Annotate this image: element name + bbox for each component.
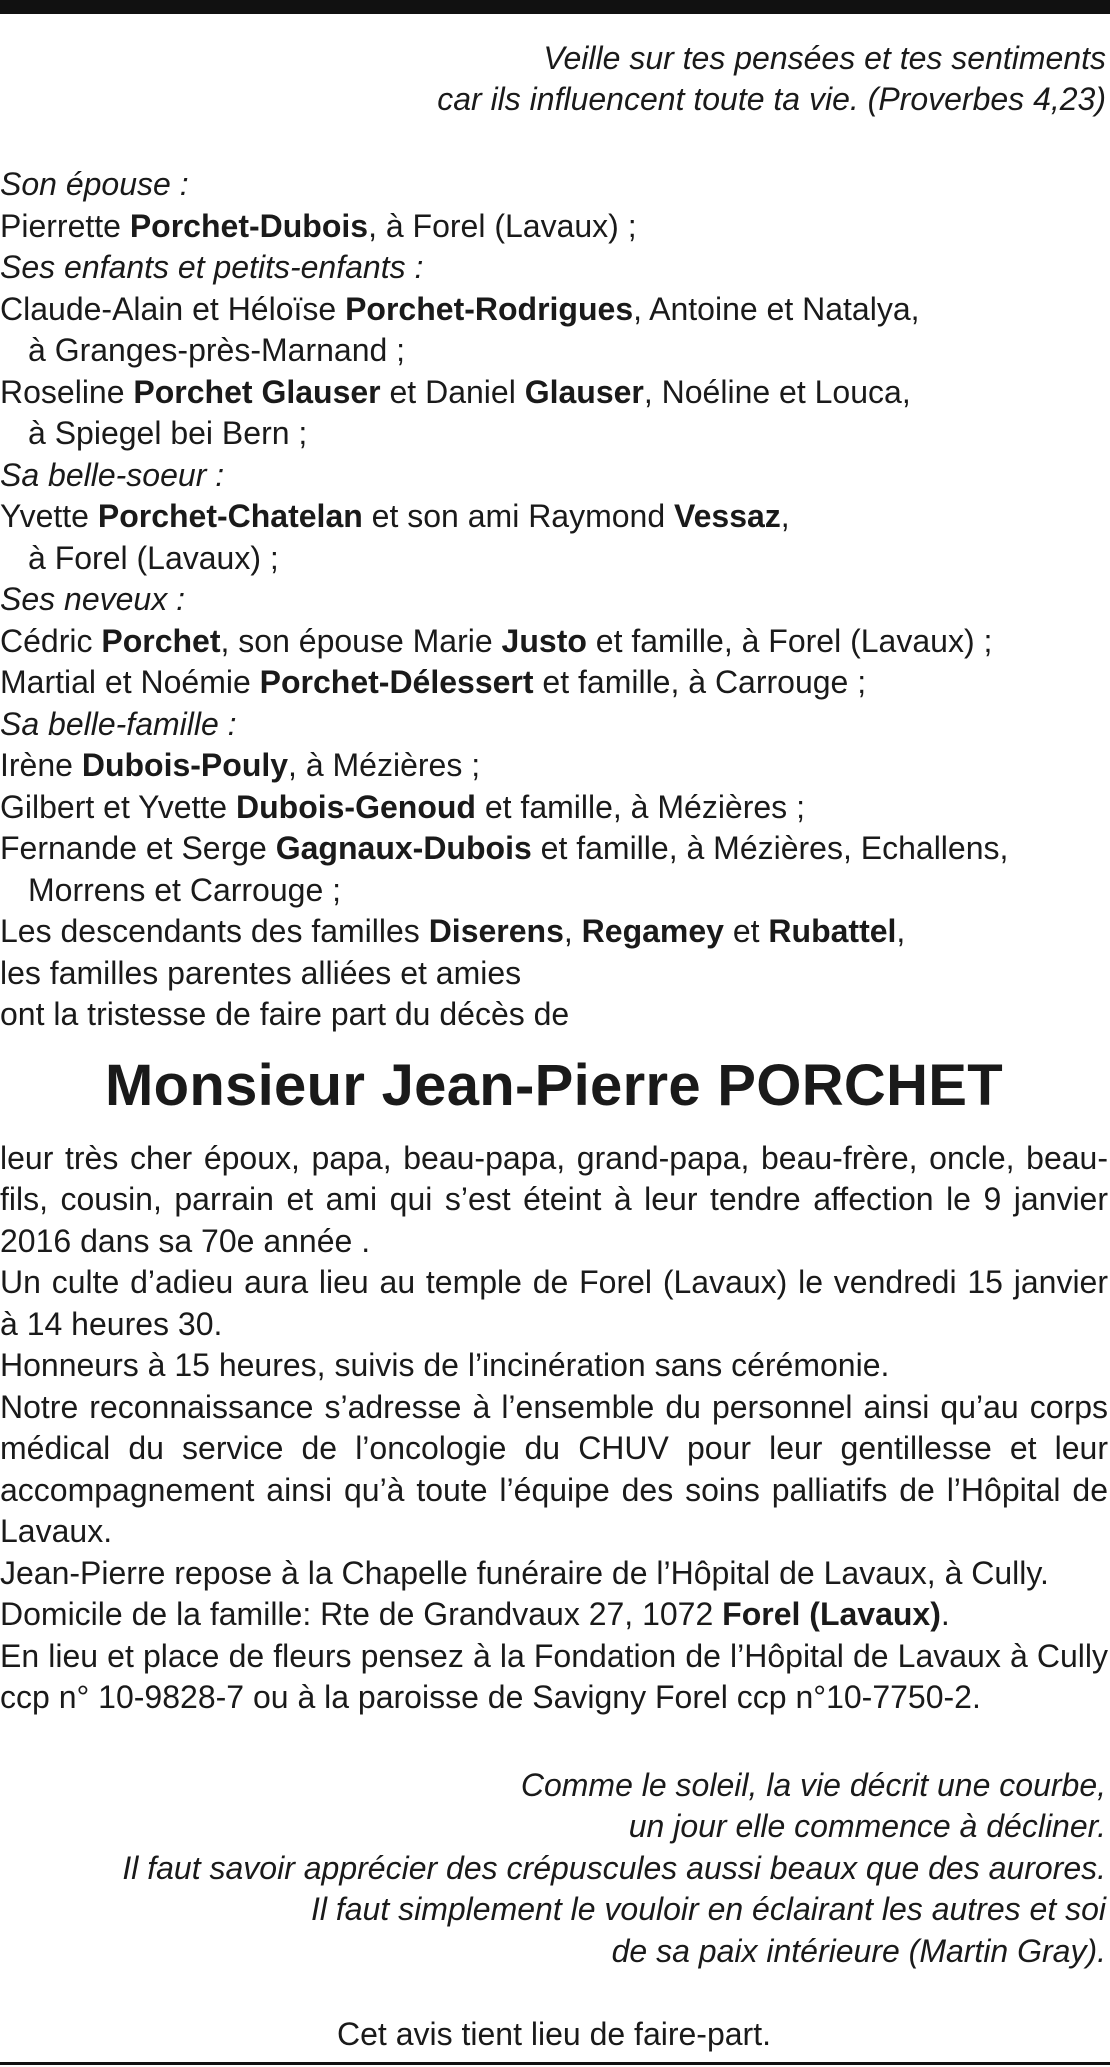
family-list — [0, 164, 1108, 1036]
body-paragraph: Un culte d’adieu aura lieu au temple de Forel (Lavaux) le vendredi 15 janvier à 14 heures 30. — [0, 1264, 1108, 1342]
entry-place: à Forel (Lavaux) ; — [28, 539, 279, 576]
sister-in-law-entry — [0, 496, 1108, 538]
footer-note: Cet avis tient lieu de faire-part. — [337, 2016, 771, 2052]
child-entry — [0, 372, 1108, 414]
entry-text: , à Mézières ; — [288, 747, 481, 783]
entry-text: , — [896, 913, 906, 949]
family-name: Regamey — [581, 913, 724, 949]
family-name: Porchet-Délessert — [259, 664, 534, 700]
entry-text: , Antoine et Natalya, — [633, 290, 920, 327]
entry-text: , Noéline et Louca, — [643, 373, 911, 410]
closing-line: ont la tristesse de faire part du décès de — [0, 996, 570, 1032]
family-name: Dubois-Genoud — [235, 788, 476, 825]
body-paragraph: En lieu et place de fleurs pensez à la Fondation de l’Hôpital de Lavaux à Cully ccp n° 10-9828-7 ou à la paroisse de Savigny Forel ccp n°10-7750-2. — [0, 1637, 1108, 1715]
body-paragraph: Jean-Pierre repose à la Chapelle funéraire de l’Hôpital de Lavaux, à Cully. — [0, 1554, 1049, 1591]
in-law-entry — [0, 787, 1108, 829]
body-paragraph: Honneurs à 15 heures, suivis de l’incinération sans cérémonie. — [0, 1347, 890, 1383]
body-paragraph: leur très cher époux, papa, beau-papa, grand-papa, beau-frère, oncle, beau-fils, cousin, parrain et ami qui s’est éteint à leur tendre affection le 9 janvier 2016 dans sa 70e année . — [0, 1139, 1108, 1259]
entry-text: et famille, à Forel (Lavaux) ; — [586, 622, 993, 659]
entry-text: et Daniel — [380, 373, 525, 410]
family-name: Justo — [501, 622, 587, 659]
entry-text: Yvette — [0, 498, 98, 534]
family-name: Porchet-Chatelan — [97, 498, 363, 534]
quote-line: de sa paix intérieure (Martin Gray). — [611, 1932, 1106, 1969]
entry-text: , — [563, 913, 582, 949]
entry-text: Fernande et Serge — [0, 830, 276, 866]
children-heading: Ses enfants et petits-enfants : — [0, 249, 424, 285]
body-paragraph: Notre reconnaissance s’adresse à l’ensemble du personnel ainsi qu’au corps médical du service de l’oncologie du CHUV pour leur gentillesse et leur accompagnement ainsi qu’à toute l’équipe des soins palliatifs de l’Hôpital de Lavaux. — [0, 1388, 1108, 1549]
family-name: Glauser — [524, 373, 644, 410]
closing-line: les familles parentes alliées et amies — [0, 954, 522, 991]
quote-line: Il faut simplement le vouloir en éclairant les autres et soi — [310, 1891, 1106, 1927]
child-entry — [0, 289, 1108, 331]
family-name: Rubattel — [768, 913, 897, 949]
entry-text: , — [780, 498, 790, 534]
spouse-entry — [0, 206, 1108, 248]
family-name: Porchet Glauser — [133, 373, 381, 410]
descendants-entry — [0, 911, 1108, 953]
entry-text: et famille, à Mézières ; — [475, 788, 805, 825]
in-law-entry — [0, 745, 1108, 787]
notice-body — [0, 1138, 1108, 1719]
entry-text: Roseline — [0, 373, 134, 410]
nephew-entry — [0, 662, 1108, 704]
entry-text: et famille, à Carrouge ; — [533, 664, 867, 700]
epigraph — [0, 38, 1108, 120]
family-name: Porchet-Rodrigues — [345, 290, 634, 327]
entry-text: , son épouse Marie — [220, 622, 502, 659]
entry-text: . — [940, 1596, 950, 1632]
entry-text: , à Forel (Lavaux) ; — [368, 207, 637, 244]
family-address-bold: Forel (Lavaux) — [722, 1596, 941, 1632]
top-rule — [0, 0, 1110, 14]
sister-in-law-heading: Sa belle-soeur : — [0, 456, 225, 493]
entry-text: Domicile de la famille: Rte de Grandvaux 27, 1072 — [0, 1596, 723, 1632]
entry-text: Claude-Alain et Héloïse — [0, 290, 346, 327]
closing-quote — [0, 1765, 1108, 1973]
family-name: Dubois-Pouly — [81, 747, 289, 783]
in-laws-heading: Sa belle-famille : — [0, 705, 237, 742]
entry-text: et famille, à Mézières, Echallens, — [531, 830, 1009, 866]
nephews-heading: Ses neveux : — [0, 581, 185, 617]
epigraph-line: Veille sur tes pensées et tes sentiments — [543, 40, 1106, 76]
entry-text: Cédric — [0, 622, 102, 659]
body-paragraph — [0, 1594, 1108, 1636]
family-name: Diserens — [428, 913, 564, 949]
deceased-name: Monsieur Jean-Pierre PORCHET — [105, 1052, 1003, 1118]
quote-line: Comme le soleil, la vie décrit une courbe, — [520, 1766, 1106, 1803]
family-name: Porchet-Dubois — [129, 207, 369, 244]
entry-place: à Granges-près-Marnand ; — [28, 332, 406, 368]
entry-place: à Spiegel bei Bern ; — [28, 415, 308, 451]
entry-text: et son ami Raymond — [362, 498, 675, 534]
entry-text: Les descendants des familles — [0, 913, 429, 949]
quote-line: Il faut savoir apprécier des crépuscules aussi beaux que des aurores. — [122, 1849, 1106, 1886]
bottom-rule — [0, 2062, 1110, 2065]
entry-text: Irène — [0, 747, 82, 783]
family-name: Vessaz — [674, 498, 781, 534]
family-name: Porchet — [101, 622, 221, 659]
entry-text: Gilbert et Yvette — [0, 788, 236, 825]
quote-line: un jour elle commence à décliner. — [628, 1808, 1106, 1844]
entry-text: Pierrette — [0, 207, 130, 244]
spouse-heading: Son épouse : — [0, 166, 189, 202]
entry-place: Morrens et Carrouge ; — [28, 871, 342, 908]
obituary-notice — [0, 14, 1108, 2055]
family-name: Gagnaux-Dubois — [275, 830, 532, 866]
in-law-entry — [0, 828, 1108, 870]
nephew-entry — [0, 621, 1108, 663]
epigraph-line: car ils influencent toute ta vie. (Proverbes 4,23) — [437, 81, 1106, 117]
entry-text: Martial et Noémie — [0, 664, 260, 700]
entry-text: et — [723, 913, 769, 949]
